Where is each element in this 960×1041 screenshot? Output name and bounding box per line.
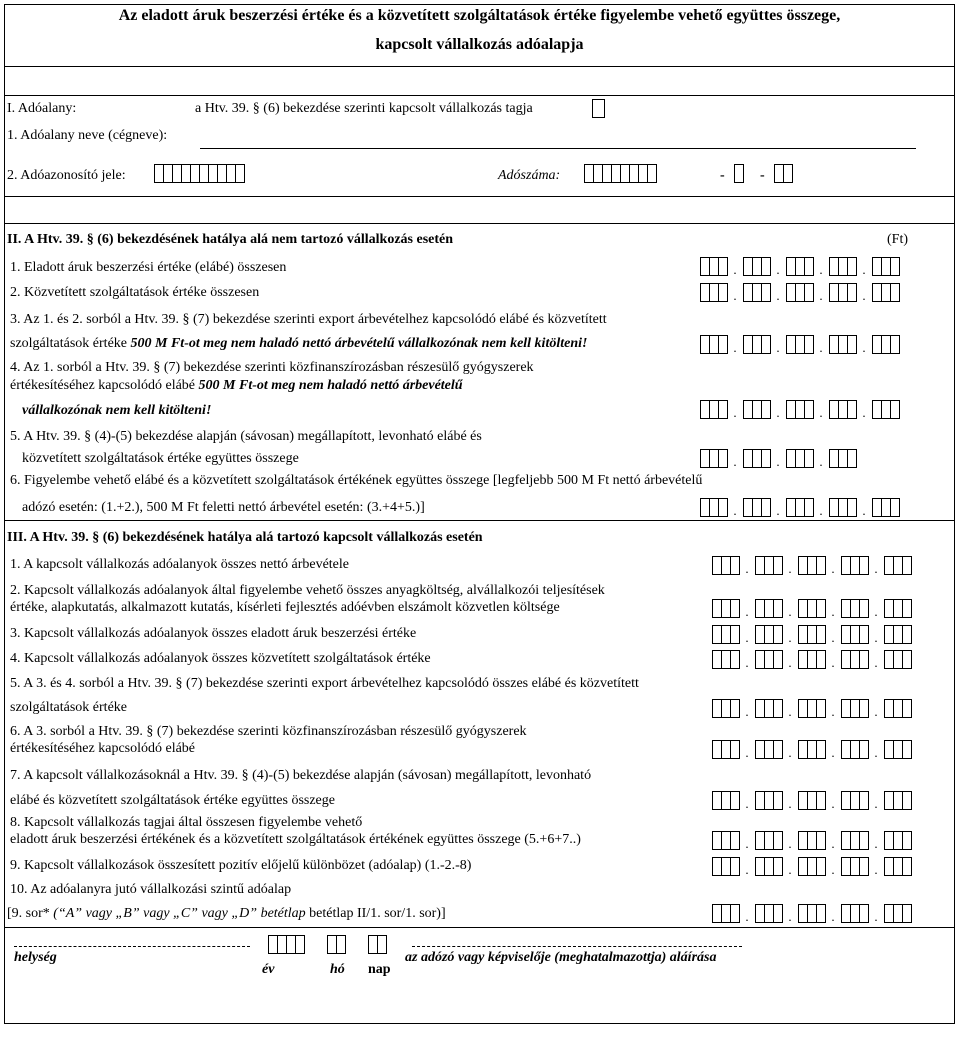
digit-cell[interactable]: [902, 599, 912, 618]
digit-group[interactable]: [872, 335, 899, 354]
month-field[interactable]: [327, 933, 345, 954]
digit-group[interactable]: [700, 283, 727, 302]
digit-group[interactable]: [755, 904, 782, 923]
digit-group[interactable]: [743, 335, 770, 354]
digit-group[interactable]: [700, 335, 727, 354]
thousands-separator: .: [874, 796, 878, 811]
taxnum-dash: -: [760, 168, 765, 183]
digit-cell[interactable]: [902, 556, 912, 575]
digit-group[interactable]: [712, 599, 739, 618]
digit-cell[interactable]: [847, 449, 857, 468]
s2-row2-amount[interactable]: [700, 281, 899, 302]
digit-group[interactable]: [774, 164, 792, 183]
year-field[interactable]: [268, 933, 304, 954]
thousands-separator: .: [776, 405, 780, 420]
digit-cell[interactable]: [902, 857, 912, 876]
thousands-separator: .: [831, 796, 835, 811]
thousands-separator: .: [788, 561, 792, 576]
divider: [4, 196, 955, 197]
digit-cell[interactable]: [783, 164, 793, 183]
s3-row10-label: 10. Az adóalanyra jutó vállalkozási szintű adóalap: [10, 882, 292, 897]
digit-cell[interactable]: [902, 740, 912, 759]
digit-group[interactable]: [841, 599, 868, 618]
thousands-separator: .: [874, 704, 878, 719]
digit-group[interactable]: [829, 449, 856, 468]
digit-group[interactable]: [743, 257, 770, 276]
thousands-separator: .: [819, 503, 823, 518]
taxid-label: 2. Adóazonosító jele:: [7, 168, 126, 183]
signer-label: az adózó vagy képviselője (meghatalmazottja) aláírása: [405, 950, 717, 965]
thousands-separator: .: [831, 909, 835, 924]
thousands-separator: .: [733, 288, 737, 303]
s3-row5-amount[interactable]: [712, 697, 911, 718]
thousands-separator: .: [874, 745, 878, 760]
digit-group[interactable]: [743, 283, 770, 302]
digit-group[interactable]: [755, 740, 782, 759]
thousands-separator: .: [788, 630, 792, 645]
thousands-separator: .: [733, 503, 737, 518]
thousands-separator: .: [831, 630, 835, 645]
thousands-separator: .: [745, 862, 749, 877]
s2-row6-amount[interactable]: [700, 496, 899, 517]
digit-group[interactable]: [884, 699, 911, 718]
s3-row2-label-cont: értéke, alapkutatás, alkalmazott kutatás, kísérleti fejlesztés adóévben elszámolt közvetlen költsége: [10, 600, 560, 615]
digit-group[interactable]: [755, 556, 782, 575]
thousands-separator: .: [776, 262, 780, 277]
digit-cell[interactable]: [890, 498, 900, 517]
s2-row6-label: 6. Figyelembe vehető elábé és a közvetített szolgáltatások értékének együttes összege [legfeljebb 500 M Ft nettó árbevételű: [10, 473, 703, 488]
digit-group[interactable]: [368, 935, 386, 954]
digit-group[interactable]: [884, 599, 911, 618]
thousands-separator: .: [831, 604, 835, 619]
thousands-separator: .: [831, 862, 835, 877]
divider: [4, 95, 955, 96]
digit-group[interactable]: [755, 831, 782, 850]
digit-group[interactable]: [743, 400, 770, 419]
thousands-separator: .: [788, 745, 792, 760]
s3-row6-label-cont: értékesítéséhez kapcsolódó elábé: [10, 741, 196, 756]
digit-cell[interactable]: [295, 935, 305, 954]
digit-group[interactable]: [872, 257, 899, 276]
digit-group[interactable]: [712, 740, 739, 759]
thousands-separator: .: [745, 796, 749, 811]
digit-group[interactable]: [884, 831, 911, 850]
thousands-separator: .: [788, 796, 792, 811]
thousands-separator: .: [874, 836, 878, 851]
digit-group[interactable]: [712, 556, 739, 575]
thousands-separator: .: [745, 836, 749, 851]
month-label: hó: [330, 962, 345, 977]
thousands-separator: .: [776, 503, 780, 518]
thousands-separator: .: [788, 836, 792, 851]
digit-group[interactable]: [734, 164, 743, 183]
section1-label: I. Adóalany:: [7, 101, 77, 116]
thousands-separator: .: [776, 454, 780, 469]
s3-row7-amount[interactable]: [712, 789, 911, 810]
thousands-separator: .: [776, 340, 780, 355]
s2-row3-amount[interactable]: [700, 333, 899, 354]
s2-row1-amount[interactable]: [700, 255, 899, 276]
thousands-separator: .: [745, 604, 749, 619]
s2-row3-label: 3. Az 1. és 2. sorból a Htv. 39. § (7) bekezdése szerinti export árbevételhez kapcsolódó elábé és közvetített: [10, 312, 607, 327]
digit-group[interactable]: [755, 625, 782, 644]
taxnum-field-main[interactable]: [584, 162, 656, 183]
digit-group[interactable]: [884, 740, 911, 759]
thousands-separator: .: [788, 909, 792, 924]
digit-group[interactable]: [712, 791, 739, 810]
thousands-separator: .: [862, 503, 866, 518]
thousands-separator: .: [733, 454, 737, 469]
thousands-separator: .: [862, 405, 866, 420]
digit-cell[interactable]: [902, 650, 912, 669]
digit-group[interactable]: [841, 699, 868, 718]
digit-group[interactable]: [872, 498, 899, 517]
digit-group[interactable]: [872, 400, 899, 419]
s2-row4-note: vállalkozónak nem kell kitölteni!: [22, 403, 212, 418]
digit-group[interactable]: [872, 283, 899, 302]
s3-row6-label: 6. A 3. sorból a Htv. 39. § (7) bekezdése szerinti közfinanszírozásban részesülő gyógyszerek: [10, 724, 527, 739]
s2-row2-label: 2. Közvetített szolgáltatások értéke összesen: [10, 285, 260, 300]
digit-group[interactable]: [755, 599, 782, 618]
digit-group[interactable]: [798, 625, 825, 644]
thousands-separator: .: [745, 561, 749, 576]
digit-group[interactable]: [786, 335, 813, 354]
digit-cell[interactable]: [890, 335, 900, 354]
digit-group[interactable]: [829, 498, 856, 517]
taxnum-dash: -: [720, 168, 725, 183]
digit-group[interactable]: [798, 650, 825, 669]
digit-group[interactable]: [884, 904, 911, 923]
digit-group[interactable]: [755, 699, 782, 718]
s3-row4-amount[interactable]: [712, 648, 911, 669]
thousands-separator: .: [874, 655, 878, 670]
s2-row4-amount[interactable]: [700, 398, 899, 419]
s2-row3-label-cont: szolgáltatások értéke 500 M Ft-ot meg nem haladó nettó árbevételű vállalkozónak nem kell kitölteni!: [10, 336, 588, 351]
digit-cell[interactable]: [734, 164, 744, 183]
thousands-separator: .: [788, 704, 792, 719]
digit-group[interactable]: [884, 650, 911, 669]
member-label: a Htv. 39. § (6) bekezdése szerinti kapcsolt vállalkozás tagja: [195, 101, 533, 116]
digit-group[interactable]: [712, 831, 739, 850]
thousands-separator: .: [819, 262, 823, 277]
digit-group[interactable]: [786, 400, 813, 419]
digit-group[interactable]: [755, 650, 782, 669]
taxid-field[interactable]: [154, 162, 244, 183]
s2-row5-label-cont: közvetített szolgáltatások értéke együttes összege: [22, 451, 299, 466]
taxnum-field-county[interactable]: [774, 162, 792, 183]
digit-group[interactable]: [841, 650, 868, 669]
digit-cell[interactable]: [377, 935, 387, 954]
divider: [4, 66, 955, 67]
digit-group[interactable]: [798, 740, 825, 759]
thousands-separator: .: [733, 340, 737, 355]
thousands-separator: .: [788, 604, 792, 619]
s3-row2-amount[interactable]: [712, 597, 911, 618]
digit-group[interactable]: [786, 498, 813, 517]
digit-group[interactable]: [884, 857, 911, 876]
digit-cell[interactable]: [235, 164, 245, 183]
digit-group[interactable]: [755, 791, 782, 810]
signature-line[interactable]: [412, 946, 742, 947]
thousands-separator: .: [874, 630, 878, 645]
digit-group[interactable]: [712, 904, 739, 923]
s3-row9-amount[interactable]: [712, 855, 911, 876]
digit-group[interactable]: [798, 599, 825, 618]
section2-heading: II. A Htv. 39. § (6) bekezdésének hatálya alá nem tartozó vállalkozás esetén: [7, 232, 454, 247]
digit-cell[interactable]: [647, 164, 657, 183]
digit-cell[interactable]: [890, 400, 900, 419]
s3-row8-label-cont: eladott áruk beszerzési értékének és a közvetített szolgáltatások értékének együttes összege (5.+6+7..): [10, 832, 581, 847]
digit-cell[interactable]: [902, 904, 912, 923]
digit-cell[interactable]: [902, 699, 912, 718]
digit-group[interactable]: [743, 449, 770, 468]
s3-row7-label-cont: elábé és közvetített szolgáltatások értéke együttes összege: [10, 793, 335, 808]
thousands-separator: .: [745, 630, 749, 645]
thousands-separator: .: [745, 909, 749, 924]
s3-row3-label: 3. Kapcsolt vállalkozás adóalanyok összes eladott áruk beszerzési értéke: [10, 626, 417, 641]
thousands-separator: .: [745, 745, 749, 760]
taxnum-field-vat[interactable]: [734, 162, 743, 183]
name-field[interactable]: [200, 148, 916, 149]
digit-group[interactable]: [841, 857, 868, 876]
digit-group[interactable]: [154, 164, 244, 183]
thousands-separator: .: [745, 655, 749, 670]
digit-group[interactable]: [841, 831, 868, 850]
digit-group[interactable]: [884, 791, 911, 810]
digit-group[interactable]: [841, 740, 868, 759]
member-checkbox[interactable]: [592, 99, 605, 118]
digit-group[interactable]: [786, 449, 813, 468]
digit-group[interactable]: [798, 831, 825, 850]
thousands-separator: .: [819, 405, 823, 420]
thousands-separator: .: [831, 745, 835, 760]
thousands-separator: .: [862, 262, 866, 277]
digit-group[interactable]: [829, 335, 856, 354]
s3-row6-amount[interactable]: [712, 738, 911, 759]
s3-row9-label: 9. Kapcsolt vállalkozások összesített pozitív előjelű különbözet (adóalap) (1.-2.-8): [10, 858, 472, 873]
digit-cell[interactable]: [902, 791, 912, 810]
digit-group[interactable]: [743, 498, 770, 517]
s2-row1-label: 1. Eladott áruk beszerzési értéke (elábé) összesen: [10, 260, 287, 275]
digit-group[interactable]: [829, 283, 856, 302]
digit-group[interactable]: [712, 650, 739, 669]
name-label: 1. Adóalany neve (cégneve):: [7, 128, 168, 143]
s3-row4-label: 4. Kapcsolt vállalkozás adóalanyok összes közvetített szolgáltatások értéke: [10, 651, 431, 666]
digit-group[interactable]: [700, 257, 727, 276]
digit-group[interactable]: [755, 857, 782, 876]
thousands-separator: .: [788, 655, 792, 670]
year-label: év: [262, 962, 275, 977]
digit-group[interactable]: [798, 904, 825, 923]
section3-heading: III. A Htv. 39. § (6) bekezdésének hatálya alá tartozó kapcsolt vállalkozás esetén: [7, 530, 483, 545]
digit-group[interactable]: [884, 625, 911, 644]
digit-group[interactable]: [700, 498, 727, 517]
thousands-separator: .: [788, 862, 792, 877]
form-title-line2: kapcsolt vállalkozás adóalapja: [375, 36, 584, 53]
s3-row1-label: 1. A kapcsolt vállalkozás adóalanyok összes nettó árbevétele: [10, 557, 350, 572]
s3-row11-label: [9. sor* (“A” vagy „B” vagy „C” vagy „D” betétlap betétlap II/1. sor/1. sor)]: [7, 906, 446, 921]
s3-row8-amount[interactable]: [712, 829, 911, 850]
thousands-separator: .: [819, 340, 823, 355]
digit-cell[interactable]: [902, 831, 912, 850]
form-title-line1: Az eladott áruk beszerzési értéke és a közvetített szolgáltatások értéke figyelembe vehető együttes összege,: [118, 7, 841, 24]
thousands-separator: .: [745, 704, 749, 719]
divider: [4, 927, 955, 928]
digit-group[interactable]: [798, 556, 825, 575]
digit-group[interactable]: [327, 935, 345, 954]
digit-cell[interactable]: [336, 935, 346, 954]
s3-row7-label: 7. A kapcsolt vállalkozásoknál a Htv. 39. § (4)-(5) bekezdése alapján (sávosan) megállapított, levonható: [10, 768, 592, 783]
digit-group[interactable]: [798, 791, 825, 810]
digit-group[interactable]: [786, 257, 813, 276]
digit-group[interactable]: [829, 257, 856, 276]
thousands-separator: .: [874, 909, 878, 924]
thousands-separator: .: [819, 288, 823, 303]
s2-row4-label-cont: értékesítéséhez kapcsolódó elábé 500 M Ft-ot meg nem haladó nettó árbevételű: [10, 378, 463, 393]
s3-row1-amount[interactable]: [712, 554, 911, 575]
currency-label: (Ft): [887, 232, 908, 247]
digit-group[interactable]: [841, 904, 868, 923]
digit-cell[interactable]: [890, 283, 900, 302]
digit-group[interactable]: [798, 699, 825, 718]
s2-row5-amount[interactable]: [700, 447, 856, 468]
digit-group[interactable]: [841, 625, 868, 644]
day-field[interactable]: [368, 933, 386, 954]
place-line[interactable]: [14, 946, 250, 947]
digit-group[interactable]: [798, 857, 825, 876]
thousands-separator: .: [831, 655, 835, 670]
digit-group[interactable]: [712, 857, 739, 876]
thousands-separator: .: [862, 288, 866, 303]
day-label: nap: [368, 962, 391, 977]
thousands-separator: .: [831, 836, 835, 851]
digit-cell[interactable]: [902, 625, 912, 644]
s3-row8-label: 8. Kapcsolt vállalkozás tagjai által összesen figyelembe vehető: [10, 815, 363, 830]
divider: [4, 520, 955, 521]
digit-group[interactable]: [700, 400, 727, 419]
digit-group[interactable]: [712, 699, 739, 718]
thousands-separator: .: [776, 288, 780, 303]
s2-row5-label: 5. A Htv. 39. § (4)-(5) bekezdése alapján (sávosan) megállapított, levonható elábé és: [10, 429, 482, 444]
digit-group[interactable]: [841, 556, 868, 575]
thousands-separator: .: [733, 262, 737, 277]
s2-row4-label: 4. Az 1. sorból a Htv. 39. § (7) bekezdése szerinti közfinanszírozásban részesülő gyógyszerek: [10, 360, 534, 375]
thousands-separator: .: [874, 862, 878, 877]
thousands-separator: .: [874, 561, 878, 576]
digit-group[interactable]: [884, 556, 911, 575]
s3-row5-label: 5. A 3. és 4. sorból a Htv. 39. § (7) bekezdése szerinti export árbevételhez kapcsolódó összes elábé és közvetített: [10, 676, 639, 691]
digit-group[interactable]: [841, 791, 868, 810]
divider: [4, 223, 955, 224]
digit-cell[interactable]: [890, 257, 900, 276]
place-label: helység: [14, 950, 57, 965]
taxnum-label: Adószáma:: [498, 168, 561, 183]
digit-group[interactable]: [829, 400, 856, 419]
thousands-separator: .: [874, 604, 878, 619]
s2-row6-label-cont: adózó esetén: (1.+2.), 500 M Ft feletti nettó árbevétel esetén: (3.+4+5.)]: [22, 500, 425, 515]
digit-group[interactable]: [700, 449, 727, 468]
thousands-separator: .: [831, 704, 835, 719]
s3-row11-amount[interactable]: [712, 902, 911, 923]
s3-row3-amount[interactable]: [712, 623, 911, 644]
s3-row5-label-cont: szolgáltatások értéke: [10, 700, 128, 715]
digit-group[interactable]: [584, 164, 656, 183]
thousands-separator: .: [862, 340, 866, 355]
thousands-separator: .: [819, 454, 823, 469]
s3-row2-label: 2. Kapcsolt vállalkozás adóalanyok által figyelembe vehető összes anyagköltség, alvállalkozói teljesítések: [10, 583, 605, 598]
thousands-separator: .: [733, 405, 737, 420]
digit-group[interactable]: [268, 935, 304, 954]
digit-group[interactable]: [712, 625, 739, 644]
thousands-separator: .: [831, 561, 835, 576]
digit-group[interactable]: [786, 283, 813, 302]
